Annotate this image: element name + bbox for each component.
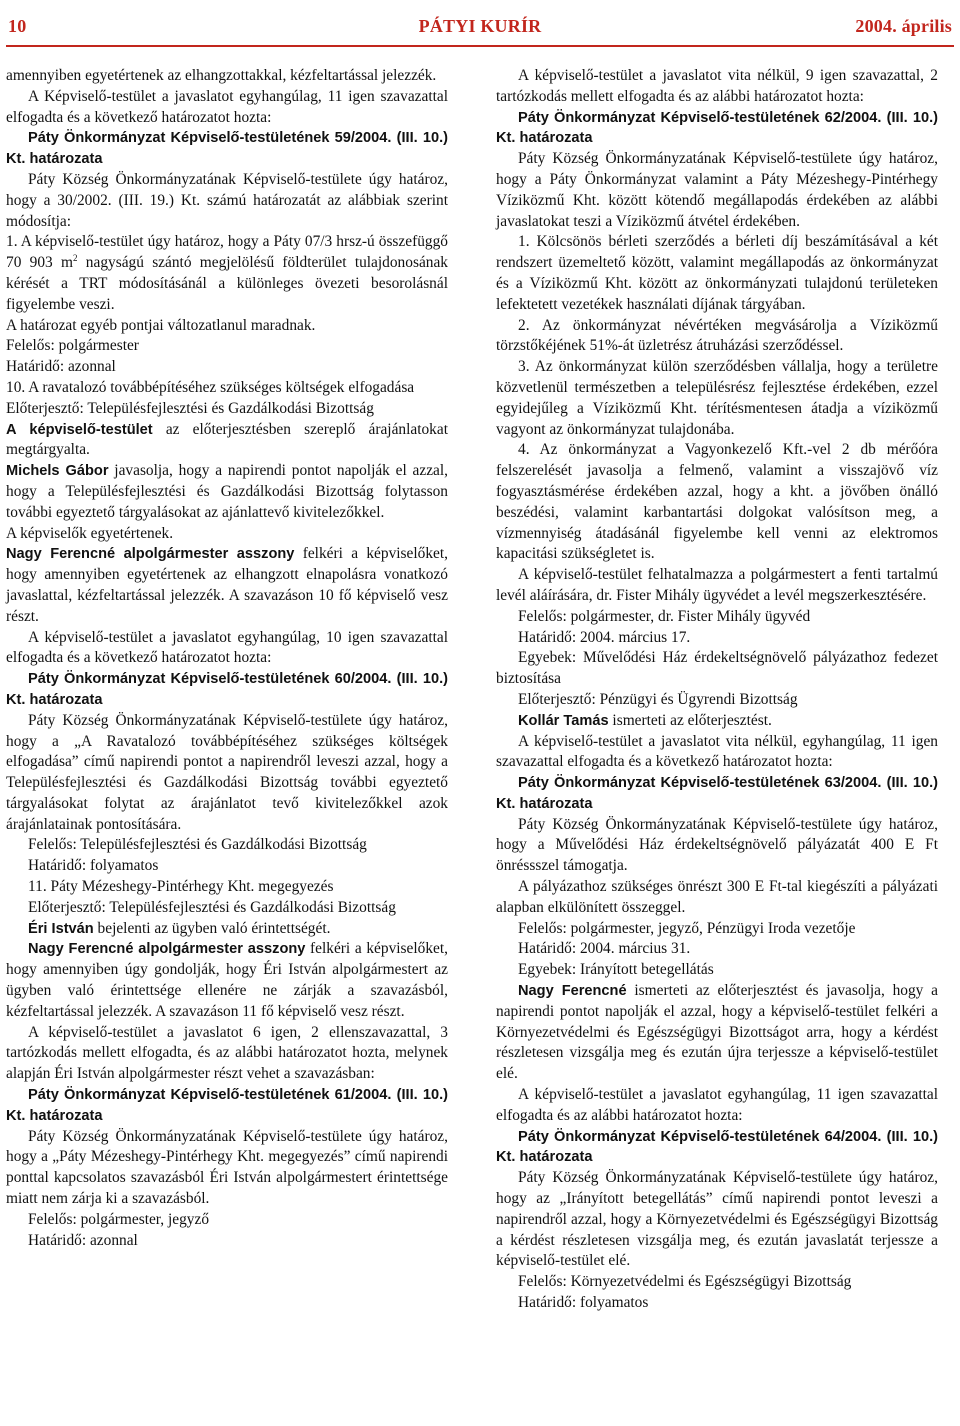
resolution-heading-text: Páty Önkormányzat Képviselő-testületének 59/2004. (III. 10.) Kt. határozata [6,130,448,168]
paragraph-text: Határidő: 2004. március 31. [518,940,691,958]
paragraph-text: 1. A képviselő-testület úgy határoz, hogy a Páty 07/3 hrsz-ú összefüggő 70 903 m [6,233,448,272]
paragraph-text: amennyiben egyetértenek az elhangzottakkal, kézfeltartással jelezzék. [6,67,437,84]
paragraph [496,690,938,711]
paragraph-text: Felelős: Környezetvédelmi és Egészségügyi Bizottság [518,1273,852,1291]
paragraph-text: felkéri a képviselőket, hogy amennyiben úgy gondolják, hogy Éri István alpolgármestert az ügyben való érintettsége ellenére ne zárják a szavazásból, kézfeltartással jelezzék. A szavazáson 11 fő képviselő vesz részt. [6,940,448,1020]
paragraph-text: az előterjesztésben szereplő árajánlatokat megtárgyalta. [6,420,448,459]
paragraph-text: 10. A ravatalozó továbbépítéséhez szükséges költségek elfogadása [6,378,415,396]
paragraph [6,399,448,420]
paragraph [496,316,938,358]
paragraph-text: Előterjesztő: Településfejlesztési és Gazdálkodási Bizottság [6,399,374,417]
paragraph [496,66,938,108]
paragraph [496,732,938,774]
paragraph-text: bejelenti az ügyben való érintettségét. [93,919,331,937]
paragraph-text: Határidő: 2004. március 17. [518,628,691,646]
paragraph [6,877,448,898]
resolution-heading [496,1127,938,1169]
resolution-heading-text: Páty Önkormányzat Képviselő-testületének 62/2004. (III. 10.) Kt. határozata [496,109,938,147]
paragraph [496,1168,938,1272]
paragraph-text: nagyságú szántó megjelölésű földterület tulajdonosának kérését a TRT módosításánál a különleges övezeti besorolásnál figyelembe veszi. [6,254,448,313]
paragraph-text: A képviselők egyetértenek. [6,524,174,542]
paragraph-text: Felelős: polgármester, dr. Fister Mihály ügyvéd [518,607,811,625]
paragraph [6,461,448,523]
paragraph [496,981,938,1085]
paragraph [6,628,448,670]
paragraph [6,420,448,462]
paragraph-text: Felelős: polgármester, jegyző [28,1210,210,1228]
paragraph [6,87,448,129]
paragraph [6,711,448,836]
paragraph [6,357,448,378]
paragraph-text: 3. Az önkormányzat külön szerződésben vállalja, hogy a területre közvetlenül természetben a településrész fejlesztése érdekében, ezzel egyidejűleg a Víziközmű Kht. térítésmentesen átadja a víziközmű vagyont az önkormányzat tulajdonába. [496,358,938,438]
paragraph [496,877,938,919]
paragraph [496,357,938,440]
paragraph [496,1085,938,1127]
paragraph [496,960,938,981]
resolution-heading [6,669,448,711]
speaker-name: Michels Gábor [6,463,109,480]
paragraph [6,1127,448,1210]
paragraph-text: A határozat egyéb pontjai változatlanul maradnak. [6,316,316,334]
paragraph [496,1293,938,1314]
paragraph-text: A képviselő-testület a javaslatot vita nélkül, egyhangúlag, 11 igen szavazattal elfogadta és a következő határozatot hozta: [496,732,938,771]
superscript: 2 [73,253,78,264]
paragraph [496,565,938,607]
paragraph [496,939,938,960]
paragraph [6,835,448,856]
paragraph [496,440,938,565]
paragraph-text: A képviselő-testület a javaslatot 6 igen, 2 ellenszavazattal, 3 tartózkodás mellett elfogadta, és az alábbi határozatot hozta, melynek alapján Éri István alpolgármester részt vehet a szavazásban: [6,1023,448,1083]
paragraph [6,232,448,315]
paragraph-text: A pályázathoz szükséges önrészt 300 E Ft-tal kiegészíti a pályázati alapban elkülönített összeggel. [496,878,938,916]
paragraph-text: ismerteti az előterjesztést. [608,711,772,729]
paragraph [6,856,448,877]
resolution-heading-text: Páty Önkormányzat Képviselő-testületének 64/2004. (III. 10.) Kt. határozata [496,1128,938,1166]
paragraph-text: Előterjesztő: Pénzügyi és Ügyrendi Bizottság [518,690,798,708]
paragraph-text: ismerteti az előterjesztést és javasolja, hogy a napirendi pontot napolják el azzal, hogy a képviselő-testület felkéri a Környezetvédelmi és Egészségügyi Bizottságot arra, hogy a kérdést részletesen vizsgálja meg és ezután újra terjessze a képviselő-testület elé. [496,982,939,1083]
paragraph-text: 2. Az önkormányzat névértéken megvásárolja a Víziközmű törzstőkéjének 51%-át üzletrész átruházási szerződéssel. [496,316,938,355]
paragraph-text: A képviselő-testület a javaslatot vita nélkül, 9 igen szavazattal, 2 tartózkodás mellett elfogadta és az alábbi határozatot hozta: [496,67,938,105]
paragraph-text: Páty Község Önkormányzatának Képviselő-testülete úgy határoz, hogy a „Páty Mézeshegy-Pintérhegy Kht. megegyezés” című napirendi ponttal kapcsolatos szavazásból Éri István alpolgármestert érintettsége miatt nem zárja ki a szavazásból. [6,1127,448,1208]
paragraph-text: A képviselő-testület felhatalmazza a polgármestert a fenti tartalmú levél aláírására, dr. Fister Mihály ügyvédet a levél megszerkesztésére. [496,566,938,604]
paragraph-text: 1. Kölcsönös bérleti szerződés a bérleti díj beszámításával a két rendszert üzemeltető között, valamint megállapodás az önkormányzat és a Víziközmű Kht. között az önkormányzati tulajdonú területeken lefektetett vezetékek használati díjának tárgyában. [496,233,938,313]
resolution-heading [496,108,938,150]
speaker-name: A képviselő-testület [6,421,153,438]
speaker-name: Éri István [28,920,94,937]
resolution-heading [6,128,448,170]
speaker-name: Kollár Tamás [518,712,609,729]
paragraph-text: Egyebek: Irányított betegellátás [518,961,714,979]
paragraph [6,939,448,1022]
speaker-name: Nagy Ferencné alpolgármester asszony [6,546,295,563]
header-rule [6,45,954,47]
paragraph-text: Határidő: folyamatos [28,857,159,875]
paragraph-text: Határidő: azonnal [28,1231,138,1249]
paragraph-text: Páty Község Önkormányzatának Képviselő-testülete úgy határoz, hogy a Művelődési Ház érdekeltségnövelő pályázatát 400 E Ft önréssszel támogatja. [496,815,938,875]
paragraph-text: Felelős: Településfejlesztési és Gazdálkodási Bizottság [28,836,367,854]
paragraph [496,711,938,732]
paragraph-text: Egyebek: Művelődési Ház érdekeltségnövelő pályázathoz fedezet biztosítása [496,649,938,688]
paragraph-text: Felelős: polgármester [6,337,139,355]
paragraph [496,648,938,690]
paragraph-text: 4. Az önkormányzat a Vagyonkezelő Kft.-vel 2 db mérőóra felszerelését javasolja a felmenő, valamint a visszajövő víz fogyasztásmérése érdekében azzal, hogy a kht. a jövőben önálló beszédési, valamint karbantartási dolgokat valósítson meg, a vízmennyiség átadásánál figyelembe kell venni az elektromos kapacitási szükségletet is. [496,441,938,563]
paragraph [6,316,448,337]
speaker-name: Nagy Ferencné [518,983,627,1000]
paragraph-text: javasolja, hogy a napirendi pontot napolják el azzal, hogy a Településfejlesztési és Gazdálkodási Bizottság folytasson további egyeztető tárgyalásokat az ajánlattevő kivitelezőkkel. [6,462,449,521]
paragraph [496,628,938,649]
paragraph [6,1210,448,1231]
speaker-name: Nagy Ferencné alpolgármester asszony [28,941,306,958]
paragraph [6,170,448,232]
resolution-heading [6,1085,448,1127]
resolution-heading [496,773,938,815]
paragraph [6,378,448,399]
resolution-heading-text: Páty Önkormányzat Képviselő-testületének 60/2004. (III. 10.) Kt. határozata [6,671,448,708]
paragraph [496,815,938,877]
paragraph [496,607,938,628]
paragraph-text: Páty Község Önkormányzatának Képviselő-testülete úgy határoz, hogy a „A Ravatalozó továbbépítéséhez szükséges költségek elfogadása” című napirendi pontot a napirendről leveszi azzal, hogy a Településfejlesztési és Gazdálkodási Bizottság további egyeztető tárgyalásokat folytat az árajánlatot tevő kivitelezőkkel azok árajánlatainak pontosítására. [6,711,448,833]
issue-date: 2004. április [855,16,952,36]
page-number: 10 [8,16,27,36]
paragraph-text: felkéri a képviselőket, hogy amennyiben egyetértenek az elhangzott elnapolásra vonatkozó javaslattal, kézfeltartással jelezzék. A szavazáson 10 fő képviselő vesz részt. [6,545,448,625]
resolution-heading-text: Páty Önkormányzat Képviselő-testületének 61/2004. (III. 10.) Kt. határozata [6,1087,448,1124]
paragraph [6,544,448,627]
resolution-heading-text: Páty Önkormányzat Képviselő-testületének 63/2004. (III. 10.) Kt. határozata [496,775,938,812]
paragraph-text: Páty Község Önkormányzatának Képviselő-testülete úgy határoz, hogy a 30/2002. (III. 19.) Kt. számú határozatát az alábbiak szerint módosítja: [6,170,448,230]
paragraph [6,524,448,545]
paragraph [496,232,938,315]
paragraph [496,919,938,940]
paragraph [496,1272,938,1293]
paragraph-text: Határidő: azonnal [6,358,116,376]
paragraph-text: Páty Község Önkormányzatának Képviselő-testülete úgy határoz, hogy a Páty Önkormányzat valamint a Páty Mézeshegy-Pintérhegy Víziközmű Kht. között kötendő megállapodás érdekében az alábbi javaslatokat teszi a Víziközmű átvétel érdekében. [496,150,938,230]
paragraph-text: Határidő: folyamatos [518,1294,649,1312]
paragraph-text: Előterjesztő: Településfejlesztési és Gazdálkodási Bizottság [28,898,396,916]
paragraph [6,1231,448,1252]
paragraph-text: 11. Páty Mézeshegy-Pintérhegy Kht. megegyezés [28,878,334,896]
paragraph [6,919,448,940]
right-column [496,66,938,1314]
paragraph [6,66,448,87]
paragraph-text: A képviselő-testület a javaslatot egyhangúlag, 11 igen szavazattal elfogadta és az alábbi határozatot hozta: [496,1086,938,1124]
paragraph-text: A képviselő-testület a javaslatot egyhangúlag, 10 igen szavazattal elfogadta és a következő határozatot hozta: [6,628,448,667]
page-header [0,0,960,46]
paragraph [6,1023,448,1085]
publication-title: PÁTYI KURÍR [418,16,542,36]
paragraph-text: A Képviselő-testület a javaslatot egyhangúlag, 11 igen szavazattal elfogadta és a következő határozatot hozta: [6,87,448,126]
left-column [6,66,448,1251]
paragraph [6,898,448,919]
paragraph-text: Páty Község Önkormányzatának Képviselő-testülete úgy határoz, hogy az „Irányított betegellátás” című napirendi pontot leveszi a napirendről azzal, hogy a Környezetvédelmi és Egészségügyi Bizottság a kérdést részletesen vizsgálja meg, és ezután javaslatát terjessze a képviselő-testület elé. [496,1169,938,1270]
paragraph [496,149,938,232]
paragraph-text: Felelős: polgármester, jegyző, Pénzügyi Iroda vezetője [518,919,856,937]
paragraph [6,336,448,357]
